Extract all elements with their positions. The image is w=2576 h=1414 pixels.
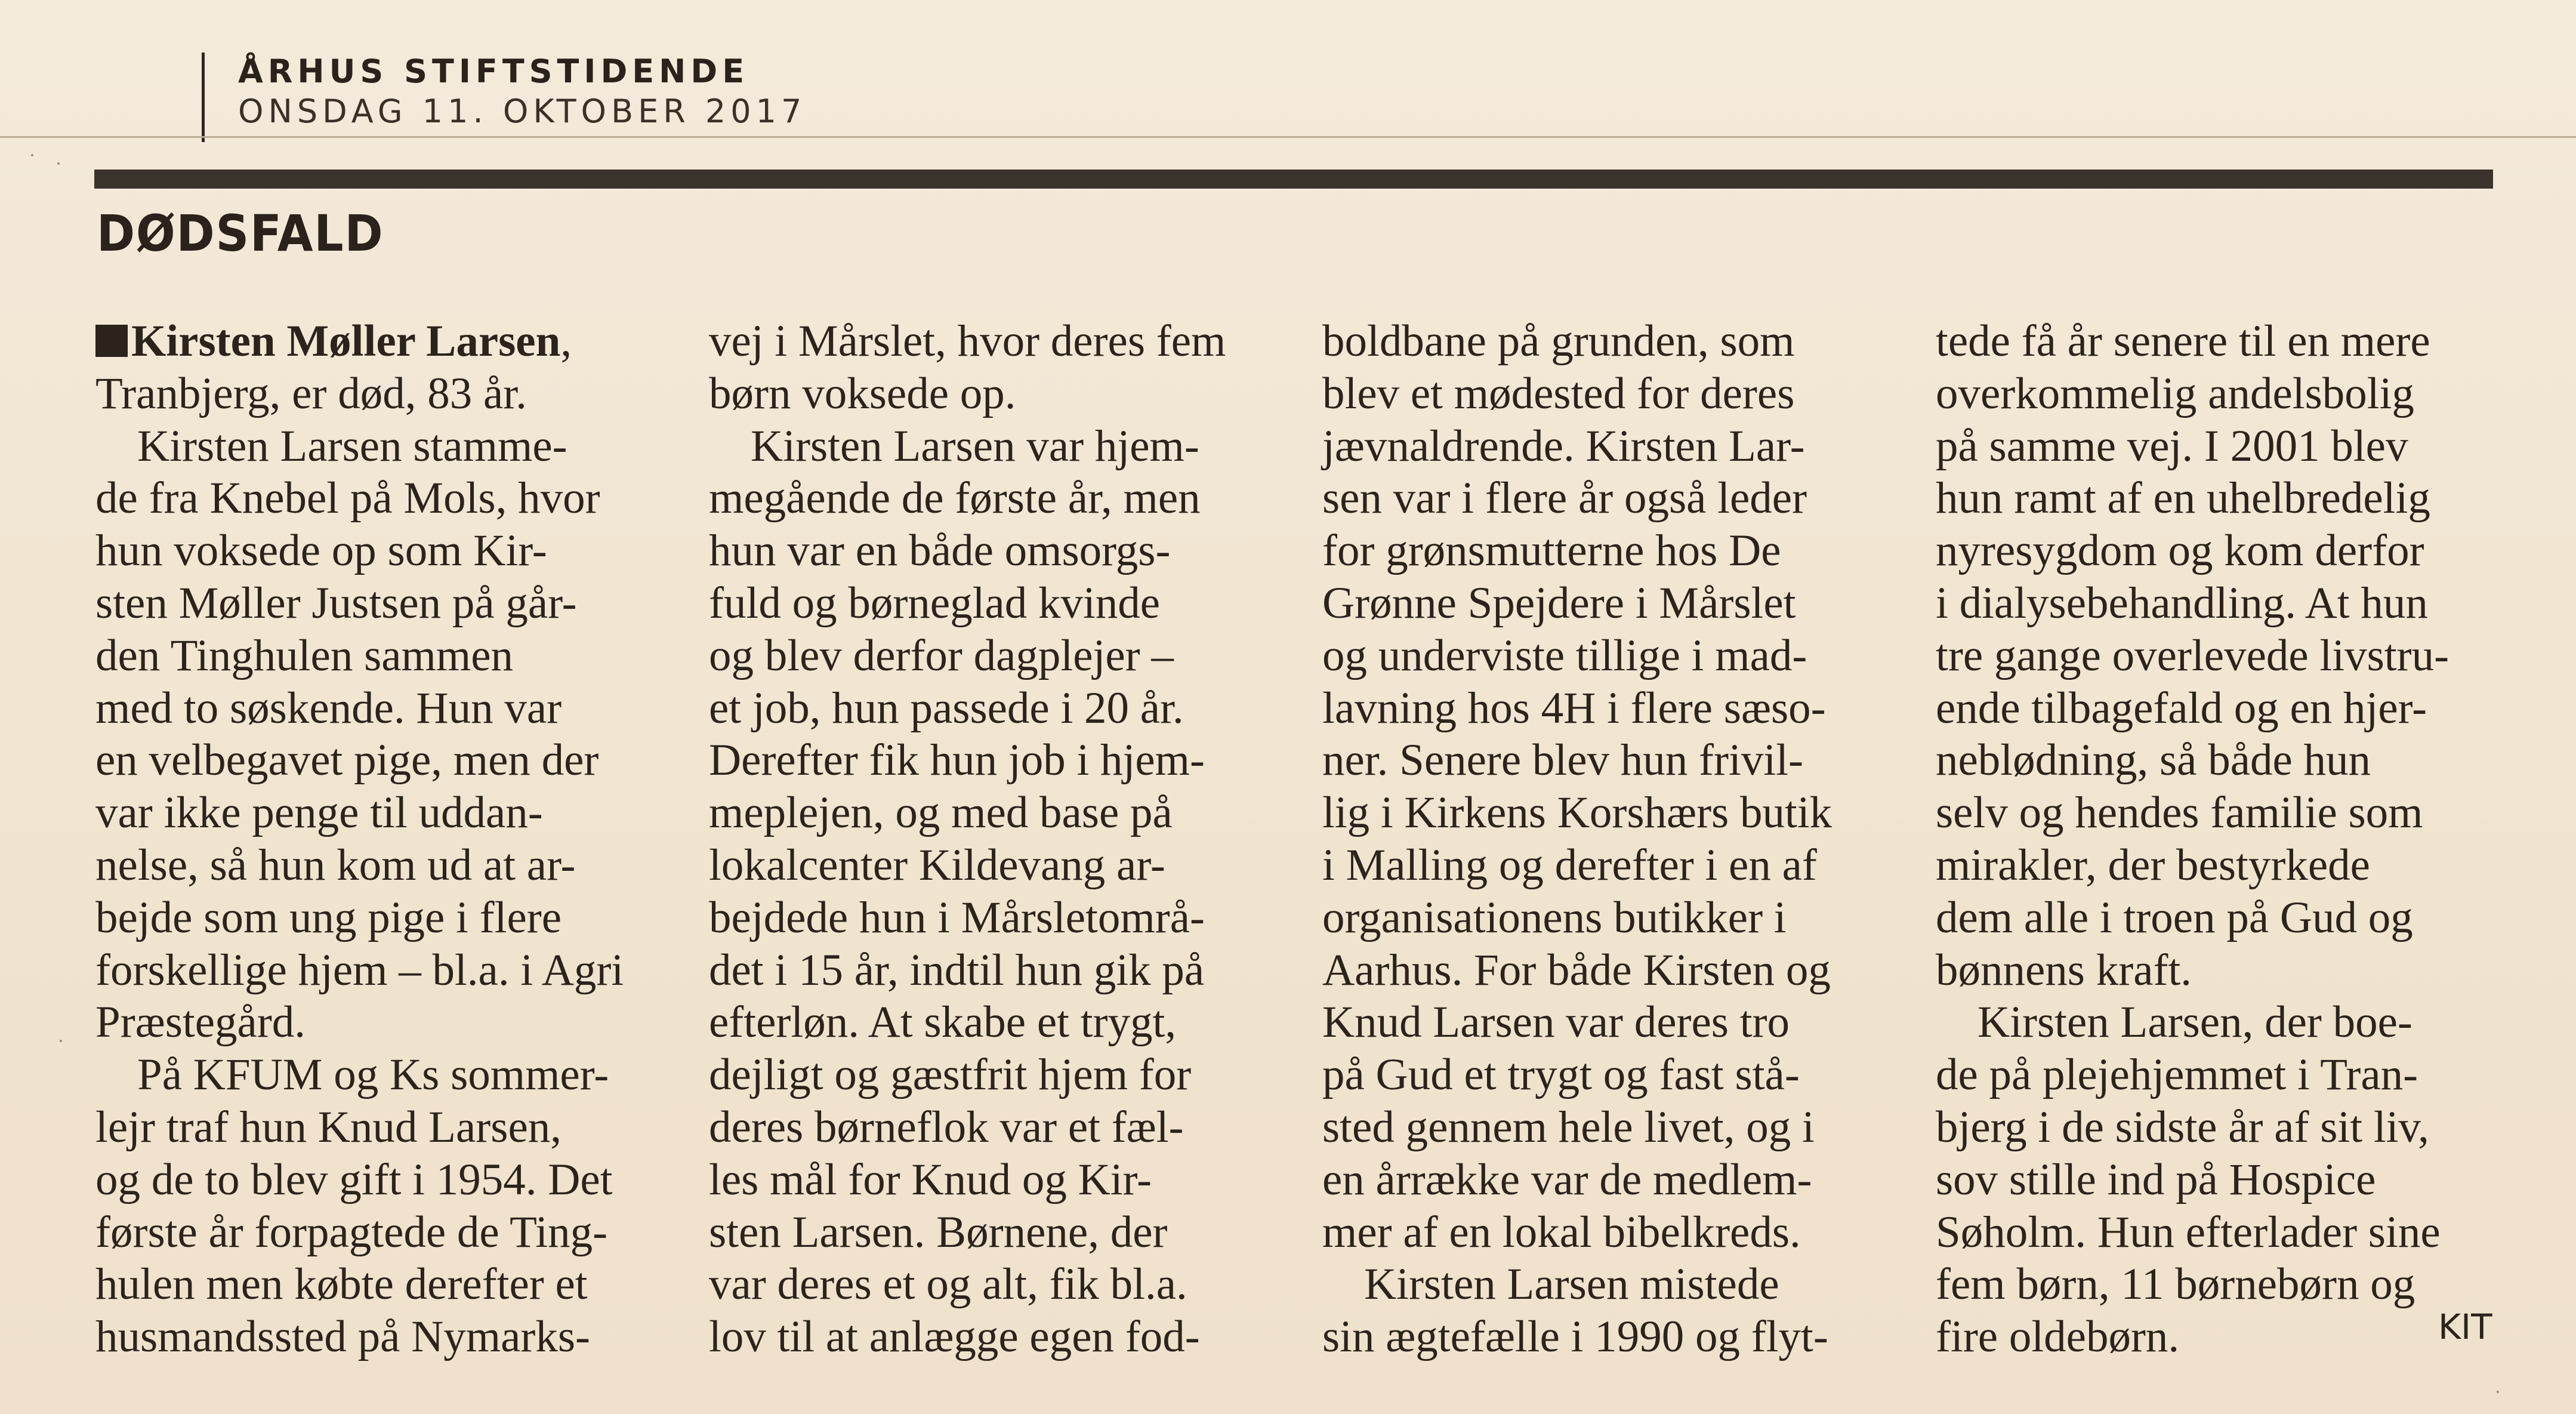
- text-line: forskellige hjem – bl.a. i Agri: [95, 945, 624, 995]
- text-line: på Gud et trygt og fast stå-: [1322, 1050, 1800, 1100]
- text-line: nyresygdom og kom derfor: [1936, 526, 2424, 576]
- text-line: lejr traf hun Knud Larsen,: [95, 1102, 562, 1152]
- text-line: husmandssted på Nymarks-: [95, 1312, 591, 1362]
- text-line: børn voksede op.: [709, 368, 1016, 418]
- text-line: og underviste tillige i mad-: [1322, 630, 1807, 680]
- text-line: fem børn, 11 børnebørn og: [1936, 1259, 2415, 1310]
- text-line: hun ramt af en uhelbredelig: [1936, 473, 2430, 523]
- text-line: megående de første år, men: [709, 473, 1201, 523]
- text-line: på samme vej. I 2001 blev: [1936, 421, 2408, 471]
- text-line: sted gennem hele livet, og i: [1322, 1102, 1815, 1152]
- text-line: blev et mødested for deres: [1322, 368, 1795, 418]
- obituary-column-1: [95, 315, 692, 1363]
- text-line: Præstegård.: [95, 997, 306, 1048]
- obituary-column-3: [1322, 315, 1919, 1363]
- text-line: fuld og børneglad kvinde: [709, 578, 1161, 628]
- text-line: ner. Senere blev hun frivil-: [1322, 735, 1803, 785]
- author-signature: KIT: [2438, 1307, 2492, 1347]
- text-line: en velbegavet pige, men der: [95, 735, 599, 785]
- text-line: lavning hos 4H i flere sæso-: [1322, 683, 1826, 733]
- square-bullet-icon: [95, 325, 128, 357]
- text-line: neblødning, så både hun: [1936, 735, 2371, 785]
- text-line: hun voksede op som Kir-: [95, 526, 547, 576]
- text-line: Tranbjerg, er død, 83 år.: [95, 368, 527, 418]
- text-line: dejligt og gæstfrit hjem for: [709, 1050, 1192, 1100]
- obituary-column-4: [1936, 315, 2532, 1363]
- text-line: de på plejehjemmet i Tran-: [1936, 1050, 2418, 1100]
- obituary-column-2: [709, 315, 1306, 1363]
- text-line: efterløn. At skabe et trygt,: [709, 997, 1177, 1048]
- text-line: det i 15 år, indtil hun gik på: [709, 945, 1205, 995]
- text-line: bejde som ung pige i flere: [95, 892, 562, 942]
- text-line: Kirsten Larsen stamme-: [137, 421, 567, 471]
- header-thin-rule: [0, 136, 2576, 138]
- text-line: selv og hendes familie som: [1936, 788, 2423, 838]
- text-line: lokalcenter Kildevang ar-: [709, 840, 1165, 890]
- text-line: og blev derfor dagplejer –: [709, 630, 1174, 680]
- text-line: Kirsten Larsen var hjem-: [751, 421, 1199, 471]
- paper-speck: [57, 162, 60, 165]
- text-line: På KFUM og Ks sommer-: [137, 1050, 609, 1100]
- text-line: lov til at anlægge egen fod-: [709, 1312, 1200, 1362]
- text-line: Søholm. Hun efterlader sine: [1936, 1207, 2441, 1257]
- paper-speck: [60, 1040, 62, 1042]
- text-line: bønnens kraft.: [1936, 945, 2192, 995]
- text-line: sten Møller Justsen på går-: [95, 578, 577, 628]
- text-line: lig i Kirkens Korshærs butik: [1322, 788, 1832, 838]
- text-line: deres børneflok var et fæl-: [709, 1102, 1184, 1152]
- paper-speck: [31, 154, 33, 156]
- text-line: les mål for Knud og Kir-: [709, 1154, 1152, 1204]
- text-line: sten Larsen. Børnene, der: [709, 1207, 1168, 1257]
- newspaper-name: ÅRHUS STIFTSTIDENDE: [238, 53, 749, 90]
- masthead: [202, 53, 806, 142]
- text-line: første år forpagtede de Ting-: [95, 1207, 608, 1257]
- text-line: tede få år senere til en mere: [1936, 316, 2430, 366]
- text-line: mer af en lokal bibelkreds.: [1322, 1207, 1801, 1257]
- publication-date: ONSDAG 11. OKTOBER 2017: [238, 93, 807, 130]
- text-line: boldbane på grunden, som: [1322, 316, 1795, 366]
- text-line: var deres et og alt, fik bl.a.: [709, 1259, 1187, 1310]
- text-line: jævnaldrende. Kirsten Lar-: [1322, 421, 1805, 471]
- paper-speck: [2497, 1391, 2499, 1393]
- text-line: for grønsmutterne hos De: [1322, 526, 1781, 576]
- text-line: overkommelig andelsbolig: [1936, 368, 2414, 418]
- text-line: hun var en både omsorgs-: [709, 526, 1171, 576]
- text-line: i Malling og derefter i en af: [1322, 840, 1817, 890]
- text-line: mirakler, der bestyrkede: [1936, 840, 2370, 890]
- text-line: Kirsten Møller Larsen,: [95, 315, 692, 368]
- text-line: nelse, så hun kom ud at ar-: [95, 840, 576, 890]
- text-line: en årrække var de medlem-: [1322, 1154, 1812, 1204]
- text-line: tre gange overlevede livstru-: [1936, 630, 2449, 680]
- text-line: hulen men købte derefter et: [95, 1259, 588, 1310]
- text-line: var ikke penge til uddan-: [95, 788, 543, 838]
- text-line: og de to blev gift i 1954. Det: [95, 1154, 613, 1204]
- text-line: den Tinghulen sammen: [95, 630, 514, 680]
- text-line: sov stille ind på Hospice: [1936, 1154, 2376, 1204]
- text-line: et job, hun passede i 20 år.: [709, 683, 1184, 733]
- text-line: bejdede hun i Mårsletområ-: [709, 892, 1205, 942]
- text-line: Kirsten Larsen, der boe-: [1977, 997, 2413, 1048]
- text-line: organisationens butikker i: [1322, 892, 1787, 942]
- text-line: med to søskende. Hun var: [95, 683, 562, 733]
- text-line: ende tilbagefald og en hjer-: [1936, 683, 2427, 733]
- text-line: Knud Larsen var deres tro: [1322, 997, 1790, 1048]
- section-thick-rule: [94, 170, 2493, 189]
- text-line: Aarhus. For både Kirsten og: [1322, 945, 1831, 995]
- text-line: de fra Knebel på Mols, hvor: [95, 473, 600, 523]
- text-line: vej i Mårslet, hvor deres fem: [709, 316, 1226, 366]
- text-line: fire oldebørn.: [1936, 1312, 2180, 1362]
- section-title: DØDSFALD: [97, 204, 384, 263]
- text-line: dem alle i troen på Gud og: [1936, 892, 2413, 942]
- text-line: i dialysebehandling. At hun: [1936, 578, 2428, 628]
- text-line: meplejen, og med base på: [709, 788, 1173, 838]
- text-line: sen var i flere år også leder: [1322, 473, 1807, 523]
- text-line: sin ægtefælle i 1990 og flyt-: [1322, 1312, 1828, 1362]
- deceased-name: Kirsten Møller Larsen: [131, 316, 561, 366]
- text-line: Grønne Spejdere i Mårslet: [1322, 578, 1796, 628]
- text-line: Kirsten Larsen mistede: [1364, 1259, 1779, 1310]
- text-line: Derefter fik hun job i hjem-: [709, 735, 1205, 785]
- text-line: bjerg i de sidste år af sit liv,: [1936, 1102, 2429, 1152]
